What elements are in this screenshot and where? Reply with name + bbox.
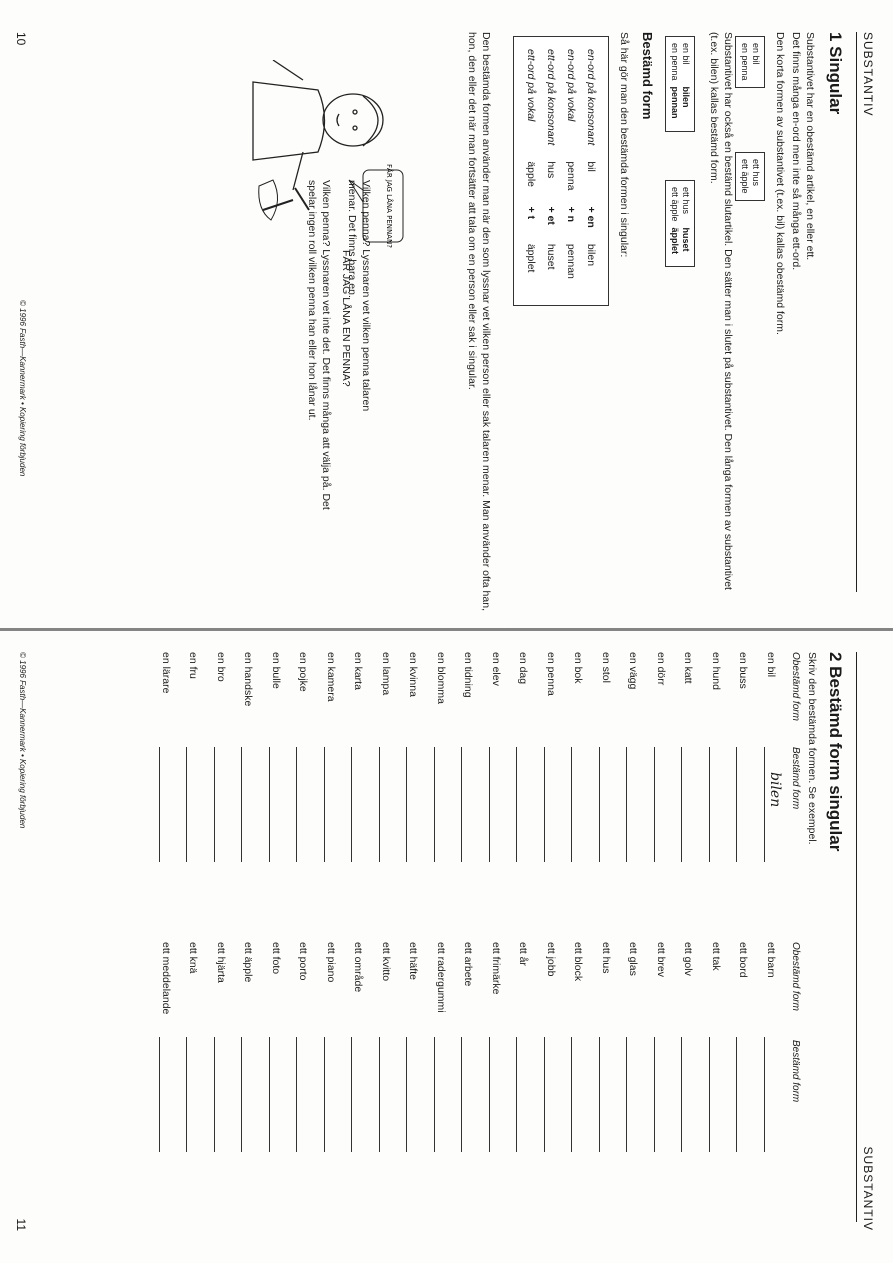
indefinite-word: en bok <box>572 652 585 684</box>
rule-ending: + t <box>525 206 537 220</box>
indefinite-word: ett frimärke <box>490 942 502 995</box>
worksheet-row <box>402 942 428 1162</box>
box2-ett-apple: ett äpple <box>670 187 680 222</box>
worksheet-row <box>182 942 208 1162</box>
indefinite-word: ett meddelande <box>160 942 172 1015</box>
rule-ending: + n <box>565 206 577 222</box>
left-header-rule <box>856 32 857 592</box>
indefinite-word: en tidning <box>462 652 475 698</box>
worksheet-row <box>567 942 593 1162</box>
worksheet-row <box>319 652 345 872</box>
answer-line[interactable] <box>352 747 353 862</box>
intro-line-3: Den korta formen av substantivet (t.ex. bil) kallas obestämd form. <box>774 32 786 335</box>
indefinite-word: ett år <box>517 942 530 966</box>
box2-ett-hus: ett hus <box>681 187 691 215</box>
answer-line[interactable] <box>214 1037 215 1152</box>
caption-top: Vilken penna? Lyssnaren vet vilken penna talaren menar. Det finns bara en. <box>346 180 372 412</box>
worksheet-row <box>429 942 455 1162</box>
box2-applet: äpplet <box>670 227 680 255</box>
answer-line[interactable] <box>599 747 600 862</box>
answer-line[interactable] <box>187 747 188 862</box>
answer-line[interactable] <box>462 747 463 862</box>
answer-line[interactable] <box>352 1037 353 1152</box>
left-header: SUBSTANTIV <box>861 32 875 117</box>
indefinite-word: ett piano <box>325 942 337 983</box>
worksheet-row <box>594 652 620 872</box>
worksheet-row <box>732 652 758 872</box>
answer-line[interactable] <box>709 1037 710 1152</box>
right-copyright: © 1996 Fasth—Kannermark • Kopiering förbjuden <box>18 652 27 829</box>
section-title-bestamd-form-singular: 2 Bestämd form singular <box>826 652 845 852</box>
rule-word: bil <box>585 161 597 172</box>
rule-row <box>522 49 540 293</box>
answer-line[interactable] <box>434 1037 435 1152</box>
example-box-indefinite-en <box>735 36 765 88</box>
answer-line[interactable] <box>379 747 380 862</box>
answer-line[interactable] <box>462 1037 463 1152</box>
indefinite-word: en pojke <box>297 652 310 692</box>
rule-label: en-ord på vokal <box>565 49 577 122</box>
indefinite-word: ett tak <box>710 942 722 971</box>
worksheet-row <box>264 652 290 872</box>
answer-line[interactable] <box>654 747 655 862</box>
worksheet-row <box>732 942 758 1162</box>
worksheet-row <box>512 652 538 872</box>
answer-line[interactable] <box>297 1037 298 1152</box>
worksheet-row <box>649 942 675 1162</box>
rule-result: äpplet <box>525 243 537 273</box>
worksheet-row <box>264 942 290 1162</box>
instruction: Skriv den bestämda formen. Se exempel. <box>806 652 818 845</box>
answer-line[interactable] <box>324 1037 325 1152</box>
indefinite-word: ett område <box>352 942 365 993</box>
answer-line[interactable] <box>599 1037 600 1152</box>
worksheet-row <box>347 652 373 872</box>
indefinite-word: en bro <box>215 652 227 682</box>
bubble-text-top: FÅR JAG LÅNA PENNAN? <box>385 164 393 248</box>
indefinite-word: en fru <box>187 652 200 679</box>
indefinite-word: ett äpple <box>242 942 255 983</box>
answer-line[interactable] <box>737 747 738 862</box>
box2-huset: huset <box>681 227 691 252</box>
worksheet-row <box>622 652 648 872</box>
rule-word: äpple <box>525 161 537 188</box>
indefinite-word: ett knä <box>187 942 200 974</box>
box-ett-apple: ett äpple <box>740 159 750 194</box>
rule-label: ett-ord på konsonant <box>545 49 557 146</box>
col-header-bestamd-2: Bestämd form <box>790 1040 801 1103</box>
box2-bilen: bilen <box>681 86 691 108</box>
answer-line[interactable] <box>517 747 518 862</box>
answer-line[interactable] <box>627 747 628 862</box>
answer-line[interactable] <box>517 1037 518 1152</box>
answer-line[interactable] <box>159 747 160 862</box>
rule-ending: + et <box>545 206 557 225</box>
indefinite-word: ett foto <box>270 942 282 975</box>
indefinite-word: ett golv <box>682 942 695 976</box>
right-page-number: 11 <box>14 1218 28 1231</box>
worksheet-row <box>677 942 703 1162</box>
worksheet-row <box>292 652 318 872</box>
worksheet-row <box>182 652 208 872</box>
bubble-bottom-text: FÅR JAG LÅNA EN PENNA? <box>340 250 352 387</box>
paragraph-definite-article: Substantivet har också en bestämd slutartikel. Den sätter man i slutet på substantivet. Den långa formen av substantivet (t.ex. bilen) kallas bestämd form. <box>708 32 734 590</box>
rule-ending: + en <box>585 206 597 228</box>
answer-line[interactable] <box>214 747 215 862</box>
answer-line[interactable] <box>764 747 765 862</box>
col-header-obestamd-2: Obestämd form <box>790 942 801 1011</box>
indefinite-word: en bulle <box>270 652 282 689</box>
worksheet-row <box>512 942 538 1162</box>
caption-bottom: Vilken penna? Lyssnaren vet inte det. Det finns många att välja på. Det spelar ingen roll vilken penna han eller hon lånar ut. <box>306 180 332 510</box>
rule-word: penna <box>565 161 577 191</box>
box-en-bil: en bil <box>751 43 761 65</box>
rule-word: hus <box>545 161 557 179</box>
answer-line[interactable] <box>572 747 573 862</box>
worksheet-row <box>622 942 648 1162</box>
intro-line-2: Det finns många en-ord men inte så många ett-ord. <box>790 32 802 271</box>
answer-line[interactable] <box>159 1037 160 1152</box>
worksheet-row <box>649 652 675 872</box>
answer-line[interactable] <box>407 1037 408 1152</box>
rule-row <box>562 49 580 293</box>
hand-pencil-icon <box>259 180 293 220</box>
answer-line[interactable] <box>242 747 243 862</box>
indefinite-word: en elev <box>490 652 502 686</box>
answer-line[interactable] <box>187 1037 188 1152</box>
indefinite-word: ett kvitto <box>380 942 392 982</box>
worksheet-row <box>374 942 400 1162</box>
box-en-penna: en penna <box>740 43 750 81</box>
indefinite-word: en dörr <box>655 652 667 686</box>
answer-line[interactable] <box>434 747 435 862</box>
worksheet-row <box>539 652 565 872</box>
worksheet-row <box>209 652 235 872</box>
rule-label: en-ord på konsonant <box>585 49 597 146</box>
answer-line[interactable] <box>682 747 683 862</box>
worksheet-row <box>402 652 428 872</box>
indefinite-word: en blomma <box>435 652 447 704</box>
rules-table <box>513 36 609 306</box>
answer-line[interactable] <box>489 1037 490 1152</box>
worksheet-row <box>292 942 318 1162</box>
answer-line[interactable] <box>682 1037 683 1152</box>
worksheet-row <box>319 942 345 1162</box>
worksheet-row <box>457 652 483 872</box>
worksheet-row <box>484 942 510 1162</box>
indefinite-word: ett brev <box>655 942 667 978</box>
indefinite-word: en karta <box>352 652 365 690</box>
indefinite-word: ett jobb <box>545 942 557 977</box>
answer-line[interactable] <box>489 747 490 862</box>
indefinite-word: ett arbete <box>462 942 475 987</box>
answer-line[interactable] <box>544 747 545 862</box>
answer-line[interactable] <box>407 747 408 862</box>
indefinite-word: ett häfte <box>407 942 420 980</box>
answer-line[interactable] <box>269 1037 270 1152</box>
rule-result: bilen <box>585 243 597 267</box>
worksheet-row <box>677 652 703 872</box>
subheading-intro: Så här gör man den bestämda formen i singular: <box>618 32 630 258</box>
rule-result: huset <box>545 243 557 270</box>
right-page <box>0 632 893 1263</box>
worksheet-row <box>237 652 263 872</box>
indefinite-word: ett hus <box>600 942 612 974</box>
indefinite-word: en buss <box>737 652 750 689</box>
left-copyright: © 1996 Fasth—Kannermark • Kopiering förbjuden <box>18 300 27 477</box>
book-spine <box>0 628 893 631</box>
answer-line[interactable] <box>544 1037 545 1152</box>
worksheet-row <box>539 942 565 1162</box>
answer-line[interactable] <box>297 747 298 862</box>
indefinite-word: ett porto <box>297 942 310 981</box>
indefinite-word: en lärare <box>160 652 172 694</box>
worksheet-row <box>154 942 180 1162</box>
answer-line[interactable] <box>572 1037 573 1152</box>
indefinite-word: en dag <box>517 652 530 685</box>
subheading-bestamd-form: Bestämd form <box>640 32 655 120</box>
indefinite-word: en kamera <box>325 652 337 702</box>
answer-line[interactable] <box>764 1037 765 1152</box>
left-page-number: 10 <box>14 32 28 46</box>
indefinite-word: en kvinna <box>407 652 420 697</box>
rule-row <box>582 49 600 293</box>
rule-result: pennan <box>565 243 577 279</box>
box2-en-penna: en penna <box>670 43 680 81</box>
worksheet-row <box>154 652 180 872</box>
answer-line[interactable] <box>709 747 710 862</box>
intro-line-1: Substantivet har en obestämd artikel, en eller ett. <box>804 32 816 261</box>
worksheet-row <box>237 942 263 1162</box>
indefinite-word: ett block <box>572 942 585 982</box>
box-ett-hus: ett hus <box>751 159 761 187</box>
rule-label: ett-ord på vokal <box>525 49 537 122</box>
example-box-indefinite-ett <box>735 152 765 201</box>
section-title-singular: 1 Singular <box>826 32 845 115</box>
answer-line[interactable] <box>627 1037 628 1152</box>
indefinite-word: en bil <box>765 652 777 678</box>
col-header-bestamd-1: Bestämd form <box>790 747 801 810</box>
indefinite-word: ett barn <box>765 942 777 978</box>
worksheet-row <box>374 652 400 872</box>
example-answer: bilen <box>767 772 783 808</box>
paragraph-usage: Den bestämda formen använder man när den som lyssnar vet vilken person eller sak talaren menar. Man använder ofta han, hon, den eller det när man fortsätter att tala om en person eller sak i singular. <box>466 32 492 611</box>
indefinite-word: en handske <box>242 652 255 707</box>
indefinite-word: en stol <box>600 652 612 683</box>
worksheet-row <box>209 942 235 1162</box>
worksheet-row <box>347 942 373 1162</box>
worksheet-row <box>567 652 593 872</box>
worksheet-row <box>457 942 483 1162</box>
answer-line[interactable] <box>324 747 325 862</box>
worksheet-row <box>484 652 510 872</box>
answer-line[interactable] <box>737 1037 738 1152</box>
answer-line[interactable] <box>242 1037 243 1152</box>
indefinite-word: en hund <box>710 652 722 690</box>
right-header-rule <box>856 652 857 1222</box>
right-header: SUBSTANTIV <box>861 1146 875 1231</box>
answer-line[interactable] <box>379 1037 380 1152</box>
indefinite-word: en penna <box>545 652 557 696</box>
indefinite-word: en lampa <box>380 652 392 696</box>
worksheet-row <box>704 652 730 872</box>
worksheet-row <box>704 942 730 1162</box>
worksheet-row <box>759 942 785 1162</box>
indefinite-word: ett glas <box>627 942 640 976</box>
col-header-obestamd-1: Obestämd form <box>790 652 801 721</box>
indefinite-word: ett bord <box>737 942 750 978</box>
indefinite-word: en katt <box>682 652 695 684</box>
indefinite-word: ett radergummi <box>435 942 447 1013</box>
example-box-definite-ett <box>665 180 695 267</box>
worksheet-row <box>594 942 620 1162</box>
answer-line[interactable] <box>269 747 270 862</box>
box2-pennan: pennan <box>670 86 680 119</box>
example-box-definite-en <box>665 36 695 132</box>
rule-row <box>542 49 560 293</box>
indefinite-word: ett hjärta <box>215 942 227 983</box>
worksheet-row <box>759 652 785 872</box>
box2-en-bil: en bil <box>681 43 691 65</box>
worksheet-row <box>429 652 455 872</box>
indefinite-word: en vägg <box>627 652 640 690</box>
answer-line[interactable] <box>654 1037 655 1152</box>
